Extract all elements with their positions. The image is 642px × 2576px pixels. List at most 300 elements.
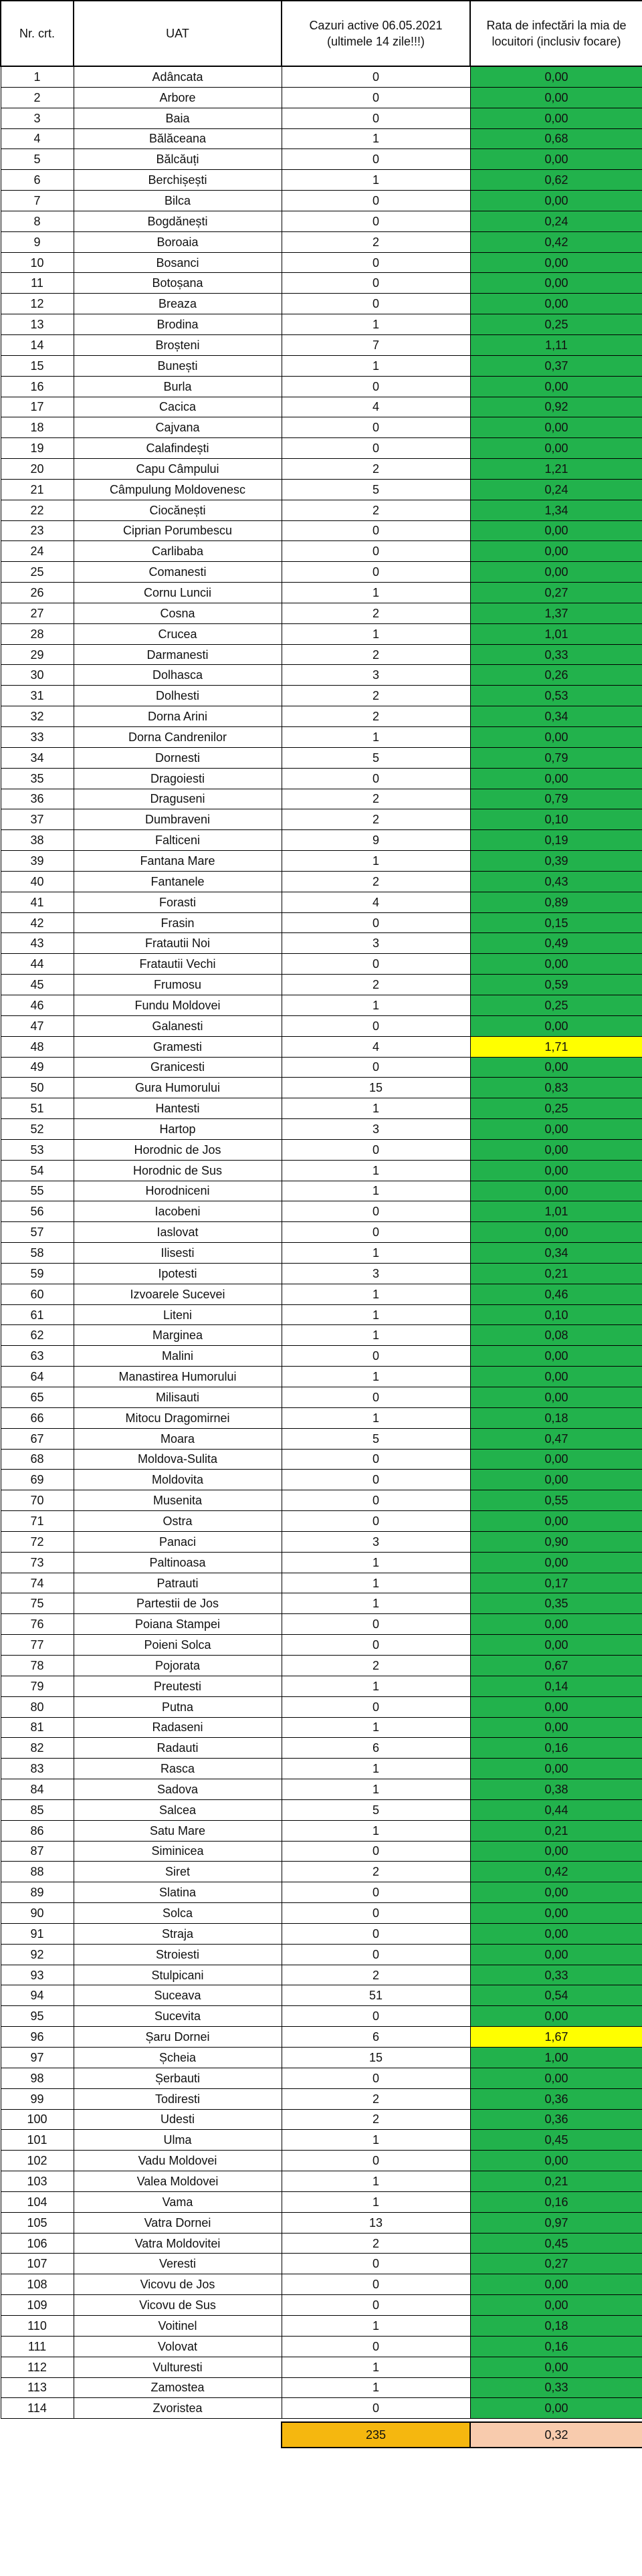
row-nr: 18 — [1, 417, 74, 438]
row-cases: 4 — [282, 892, 470, 912]
row-rate: 0,33 — [470, 644, 642, 665]
row-cases: 1 — [282, 2171, 470, 2192]
row-uat: Liteni — [74, 1304, 282, 1325]
row-cases: 0 — [282, 2254, 470, 2274]
row-nr: 93 — [1, 1965, 74, 1985]
row-nr: 21 — [1, 479, 74, 500]
row-cases: 2 — [282, 975, 470, 995]
table-row — [1, 871, 642, 892]
row-nr: 91 — [1, 1923, 74, 1944]
table-row — [1, 149, 642, 170]
row-nr: 96 — [1, 2027, 74, 2048]
table-row — [1, 417, 642, 438]
row-uat: Boroaia — [74, 231, 282, 252]
row-nr: 110 — [1, 2315, 74, 2336]
row-rate: 0,45 — [470, 2233, 642, 2254]
row-uat: Darmanesti — [74, 644, 282, 665]
table-row — [1, 1923, 642, 1944]
row-rate: 0,00 — [470, 1923, 642, 1944]
row-rate: 0,00 — [470, 1449, 642, 1470]
table-row — [1, 1841, 642, 1862]
row-nr: 80 — [1, 1696, 74, 1717]
table-row — [1, 665, 642, 686]
row-uat: Cacica — [74, 397, 282, 417]
table-row — [1, 1387, 642, 1408]
row-rate: 0,49 — [470, 933, 642, 954]
row-uat: Bălcăuți — [74, 149, 282, 170]
row-rate: 0,00 — [470, 562, 642, 583]
row-uat: Capu Câmpului — [74, 459, 282, 480]
row-uat: Dorna Arini — [74, 706, 282, 727]
row-uat: Fratautii Vechi — [74, 954, 282, 975]
row-cases: 1 — [282, 1367, 470, 1387]
row-cases: 1 — [282, 1820, 470, 1841]
row-nr: 64 — [1, 1367, 74, 1387]
row-uat: Cornu Luncii — [74, 583, 282, 603]
row-uat: Udesti — [74, 2109, 282, 2130]
row-uat: Falticeni — [74, 830, 282, 851]
table-row — [1, 231, 642, 252]
row-cases: 0 — [282, 211, 470, 231]
row-cases: 2 — [282, 1965, 470, 1985]
table-row — [1, 1552, 642, 1573]
table-row — [1, 1325, 642, 1346]
row-rate: 0,37 — [470, 355, 642, 376]
row-nr: 40 — [1, 871, 74, 892]
row-nr: 101 — [1, 2130, 74, 2151]
row-uat: Bilca — [74, 191, 282, 211]
row-uat: Breaza — [74, 294, 282, 314]
row-uat: Zvoristea — [74, 2398, 282, 2419]
row-rate: 0,00 — [470, 1160, 642, 1181]
row-cases: 1 — [282, 1717, 470, 1738]
row-nr: 70 — [1, 1490, 74, 1511]
row-cases: 2 — [282, 231, 470, 252]
row-nr: 51 — [1, 1098, 74, 1119]
table-row — [1, 1201, 642, 1222]
row-nr: 44 — [1, 954, 74, 975]
table-row — [1, 2088, 642, 2109]
table-row — [1, 686, 642, 706]
row-cases: 0 — [282, 149, 470, 170]
row-nr: 5 — [1, 149, 74, 170]
table-row — [1, 1222, 642, 1243]
row-cases: 1 — [282, 1407, 470, 1428]
row-cases: 1 — [282, 2315, 470, 2336]
row-rate: 0,16 — [470, 2191, 642, 2212]
table-row — [1, 1284, 642, 1304]
row-uat: Suceava — [74, 1985, 282, 2006]
row-uat: Dragoiesti — [74, 768, 282, 789]
row-cases: 0 — [282, 1923, 470, 1944]
row-cases: 3 — [282, 933, 470, 954]
row-rate: 0,45 — [470, 2130, 642, 2151]
row-cases: 0 — [282, 1470, 470, 1490]
row-uat: Pojorata — [74, 1655, 282, 1676]
row-uat: Botoșana — [74, 273, 282, 294]
row-uat: Malini — [74, 1346, 282, 1367]
row-rate: 1,21 — [470, 459, 642, 480]
summary-total-cases: 235 — [282, 2422, 470, 2448]
row-uat: Cajvana — [74, 417, 282, 438]
row-nr: 19 — [1, 438, 74, 459]
table-row — [1, 1985, 642, 2006]
row-nr: 38 — [1, 830, 74, 851]
row-nr: 109 — [1, 2295, 74, 2316]
row-rate: 0,79 — [470, 747, 642, 768]
row-cases: 0 — [282, 1015, 470, 1036]
row-cases: 3 — [282, 1531, 470, 1552]
row-nr: 67 — [1, 1428, 74, 1449]
row-rate: 0,00 — [470, 2295, 642, 2316]
row-nr: 41 — [1, 892, 74, 912]
table-row — [1, 2377, 642, 2398]
row-cases: 0 — [282, 417, 470, 438]
row-cases: 1 — [282, 1593, 470, 1614]
summary-empty-nr — [1, 2422, 74, 2448]
table-header — [1, 1, 642, 66]
row-rate: 0,00 — [470, 438, 642, 459]
header-cases: Cazuri active 06.05.2021 (ultimele 14 zile!!!) — [282, 1, 470, 66]
row-rate: 0,17 — [470, 1573, 642, 1593]
table-row — [1, 2191, 642, 2212]
row-rate: 0,00 — [470, 149, 642, 170]
row-rate: 0,21 — [470, 2171, 642, 2192]
row-nr: 100 — [1, 2109, 74, 2130]
row-rate: 0,00 — [470, 541, 642, 562]
table-summary — [1, 2419, 642, 2448]
row-rate: 0,00 — [470, 417, 642, 438]
row-rate: 0,25 — [470, 314, 642, 335]
row-cases: 1 — [282, 623, 470, 644]
table-row — [1, 108, 642, 128]
table-row — [1, 975, 642, 995]
row-cases: 1 — [282, 1325, 470, 1346]
row-uat: Paltinoasa — [74, 1552, 282, 1573]
table-row — [1, 1573, 642, 1593]
row-uat: Comanesti — [74, 562, 282, 583]
row-nr: 57 — [1, 1222, 74, 1243]
row-nr: 94 — [1, 1985, 74, 2006]
row-cases: 0 — [282, 1841, 470, 1862]
table-row — [1, 892, 642, 912]
row-cases: 0 — [282, 2274, 470, 2295]
row-cases: 2 — [282, 500, 470, 520]
row-rate: 0,00 — [470, 1367, 642, 1387]
row-uat: Bălăceana — [74, 128, 282, 149]
row-cases: 2 — [282, 2088, 470, 2109]
table-row — [1, 1243, 642, 1264]
row-rate: 0,00 — [470, 1717, 642, 1738]
row-uat: Ipotesti — [74, 1263, 282, 1284]
summary-total-rate: 0,32 — [470, 2422, 642, 2448]
row-nr: 35 — [1, 768, 74, 789]
row-cases: 2 — [282, 789, 470, 809]
row-nr: 86 — [1, 1820, 74, 1841]
table-row — [1, 1263, 642, 1284]
row-cases: 5 — [282, 479, 470, 500]
table-row — [1, 170, 642, 191]
row-nr: 71 — [1, 1511, 74, 1532]
row-rate: 0,42 — [470, 1862, 642, 1882]
row-nr: 39 — [1, 851, 74, 872]
row-cases: 6 — [282, 2027, 470, 2048]
row-nr: 8 — [1, 211, 74, 231]
table-row — [1, 128, 642, 149]
row-uat: Draguseni — [74, 789, 282, 809]
row-cases: 0 — [282, 1346, 470, 1367]
row-cases: 13 — [282, 2212, 470, 2233]
table-row — [1, 2068, 642, 2088]
row-uat: Carlibaba — [74, 541, 282, 562]
row-nr: 42 — [1, 912, 74, 933]
row-uat: Rasca — [74, 1759, 282, 1779]
row-cases: 1 — [282, 1181, 470, 1201]
table-row — [1, 2398, 642, 2419]
row-nr: 61 — [1, 1304, 74, 1325]
row-cases: 3 — [282, 665, 470, 686]
row-nr: 16 — [1, 376, 74, 397]
row-uat: Ciocănești — [74, 500, 282, 520]
table-row — [1, 706, 642, 727]
row-nr: 14 — [1, 334, 74, 355]
row-rate: 0,00 — [470, 273, 642, 294]
table-row — [1, 87, 642, 108]
table-row — [1, 1015, 642, 1036]
row-cases: 1 — [282, 1759, 470, 1779]
table-row — [1, 1655, 642, 1676]
summary-empty-uat — [74, 2422, 282, 2448]
row-cases: 2 — [282, 809, 470, 830]
row-uat: Iaslovat — [74, 1222, 282, 1243]
row-cases: 0 — [282, 438, 470, 459]
table-row — [1, 1181, 642, 1201]
row-rate: 1,01 — [470, 623, 642, 644]
table-row — [1, 2151, 642, 2171]
row-uat: Sucevita — [74, 2006, 282, 2027]
table-row — [1, 1531, 642, 1552]
row-uat: Musenita — [74, 1490, 282, 1511]
row-uat: Hartop — [74, 1119, 282, 1140]
row-uat: Bogdănești — [74, 211, 282, 231]
row-nr: 23 — [1, 520, 74, 541]
header-nr: Nr. crt. — [1, 1, 74, 66]
table-row — [1, 191, 642, 211]
row-uat: Preutesti — [74, 1676, 282, 1696]
table-row — [1, 1346, 642, 1367]
row-uat: Mitocu Dragomirnei — [74, 1407, 282, 1428]
row-rate: 0,62 — [470, 170, 642, 191]
row-nr: 47 — [1, 1015, 74, 1036]
row-nr: 58 — [1, 1243, 74, 1264]
table-row — [1, 768, 642, 789]
row-nr: 83 — [1, 1759, 74, 1779]
row-nr: 73 — [1, 1552, 74, 1573]
row-rate: 0,00 — [470, 1614, 642, 1635]
row-cases: 0 — [282, 1057, 470, 1078]
row-cases: 1 — [282, 1676, 470, 1696]
table-row — [1, 1717, 642, 1738]
row-rate: 0,00 — [470, 727, 642, 748]
row-nr: 10 — [1, 252, 74, 273]
row-cases: 2 — [282, 603, 470, 623]
row-cases: 1 — [282, 995, 470, 1015]
table-body — [1, 66, 642, 2419]
row-rate: 0,00 — [470, 520, 642, 541]
row-uat: Vama — [74, 2191, 282, 2212]
row-rate: 1,11 — [470, 334, 642, 355]
row-uat: Salcea — [74, 1799, 282, 1820]
row-cases: 3 — [282, 1119, 470, 1140]
row-rate: 0,89 — [470, 892, 642, 912]
summary-row — [1, 2422, 642, 2448]
row-rate: 0,53 — [470, 686, 642, 706]
row-rate: 0,00 — [470, 294, 642, 314]
table-row — [1, 294, 642, 314]
row-nr: 31 — [1, 686, 74, 706]
row-uat: Dorna Candrenilor — [74, 727, 282, 748]
row-nr: 68 — [1, 1449, 74, 1470]
row-uat: Burla — [74, 376, 282, 397]
row-rate: 0,00 — [470, 1015, 642, 1036]
row-rate: 0,26 — [470, 665, 642, 686]
row-cases: 2 — [282, 871, 470, 892]
row-cases: 0 — [282, 1449, 470, 1470]
row-rate: 0,00 — [470, 376, 642, 397]
table-row — [1, 1098, 642, 1119]
table-row — [1, 2212, 642, 2233]
row-cases: 0 — [282, 2068, 470, 2088]
row-cases: 1 — [282, 1779, 470, 1800]
row-uat: Șcheia — [74, 2048, 282, 2068]
row-rate: 0,00 — [470, 954, 642, 975]
table-row — [1, 1614, 642, 1635]
row-cases: 0 — [282, 1222, 470, 1243]
row-rate: 0,67 — [470, 1655, 642, 1676]
row-rate: 0,33 — [470, 1965, 642, 1985]
row-cases: 1 — [282, 128, 470, 149]
row-cases: 0 — [282, 1201, 470, 1222]
row-nr: 85 — [1, 1799, 74, 1820]
row-nr: 88 — [1, 1862, 74, 1882]
row-uat: Granicesti — [74, 1057, 282, 1078]
row-rate: 0,00 — [470, 1511, 642, 1532]
row-cases: 0 — [282, 294, 470, 314]
row-uat: Brodina — [74, 314, 282, 335]
row-nr: 95 — [1, 2006, 74, 2027]
row-rate: 0,00 — [470, 2357, 642, 2377]
table-row — [1, 1593, 642, 1614]
row-rate: 0,36 — [470, 2088, 642, 2109]
row-nr: 89 — [1, 1882, 74, 1903]
row-nr: 76 — [1, 1614, 74, 1635]
row-rate: 0,97 — [470, 2212, 642, 2233]
row-cases: 5 — [282, 1428, 470, 1449]
table-row — [1, 500, 642, 520]
row-rate: 0,34 — [470, 1243, 642, 1264]
row-uat: Vatra Moldovitei — [74, 2233, 282, 2254]
row-rate: 0,00 — [470, 108, 642, 128]
row-cases: 0 — [282, 2398, 470, 2419]
row-cases: 2 — [282, 1655, 470, 1676]
row-uat: Moara — [74, 1428, 282, 1449]
row-uat: Bunești — [74, 355, 282, 376]
row-rate: 0,00 — [470, 2274, 642, 2295]
row-nr: 46 — [1, 995, 74, 1015]
row-nr: 53 — [1, 1139, 74, 1160]
row-rate: 0,00 — [470, 1552, 642, 1573]
row-rate: 0,54 — [470, 1985, 642, 2006]
row-rate: 0,00 — [470, 1882, 642, 1903]
row-uat: Fantana Mare — [74, 851, 282, 872]
row-rate: 1,01 — [470, 1201, 642, 1222]
row-cases: 0 — [282, 541, 470, 562]
table-row — [1, 2233, 642, 2254]
row-rate: 0,00 — [470, 1139, 642, 1160]
row-rate: 1,37 — [470, 603, 642, 623]
row-rate: 0,59 — [470, 975, 642, 995]
row-rate: 0,15 — [470, 912, 642, 933]
row-rate: 0,00 — [470, 191, 642, 211]
row-uat: Panaci — [74, 1531, 282, 1552]
row-uat: Câmpulung Moldovenesc — [74, 479, 282, 500]
row-uat: Ilisesti — [74, 1243, 282, 1264]
row-rate: 0,00 — [470, 1057, 642, 1078]
table-row — [1, 603, 642, 623]
row-cases: 1 — [282, 170, 470, 191]
table-row — [1, 727, 642, 748]
row-rate: 0,19 — [470, 830, 642, 851]
row-uat: Slatina — [74, 1882, 282, 1903]
table-row — [1, 520, 642, 541]
table-row — [1, 397, 642, 417]
row-uat: Șaru Dornei — [74, 2027, 282, 2048]
row-cases: 0 — [282, 273, 470, 294]
row-nr: 81 — [1, 1717, 74, 1738]
row-uat: Forasti — [74, 892, 282, 912]
row-nr: 1 — [1, 66, 74, 87]
table-row — [1, 66, 642, 87]
row-nr: 97 — [1, 2048, 74, 2068]
row-uat: Bosanci — [74, 252, 282, 273]
row-uat: Patrauti — [74, 1573, 282, 1593]
table-row — [1, 1139, 642, 1160]
row-nr: 17 — [1, 397, 74, 417]
row-uat: Horodnic de Jos — [74, 1139, 282, 1160]
row-cases: 0 — [282, 66, 470, 87]
row-uat: Ostra — [74, 1511, 282, 1532]
row-cases: 0 — [282, 87, 470, 108]
row-cases: 2 — [282, 686, 470, 706]
row-cases: 0 — [282, 1903, 470, 1924]
row-rate: 0,46 — [470, 1284, 642, 1304]
row-uat: Ulma — [74, 2130, 282, 2151]
row-nr: 112 — [1, 2357, 74, 2377]
row-uat: Adâncata — [74, 66, 282, 87]
row-rate: 0,35 — [470, 1593, 642, 1614]
row-cases: 0 — [282, 768, 470, 789]
row-rate: 0,00 — [470, 66, 642, 87]
row-cases: 0 — [282, 2006, 470, 2027]
row-rate: 0,00 — [470, 87, 642, 108]
row-uat: Crucea — [74, 623, 282, 644]
row-nr: 60 — [1, 1284, 74, 1304]
row-rate: 0,18 — [470, 2315, 642, 2336]
row-nr: 84 — [1, 1779, 74, 1800]
row-nr: 77 — [1, 1635, 74, 1656]
row-cases: 1 — [282, 314, 470, 335]
row-uat: Vatra Dornei — [74, 2212, 282, 2233]
